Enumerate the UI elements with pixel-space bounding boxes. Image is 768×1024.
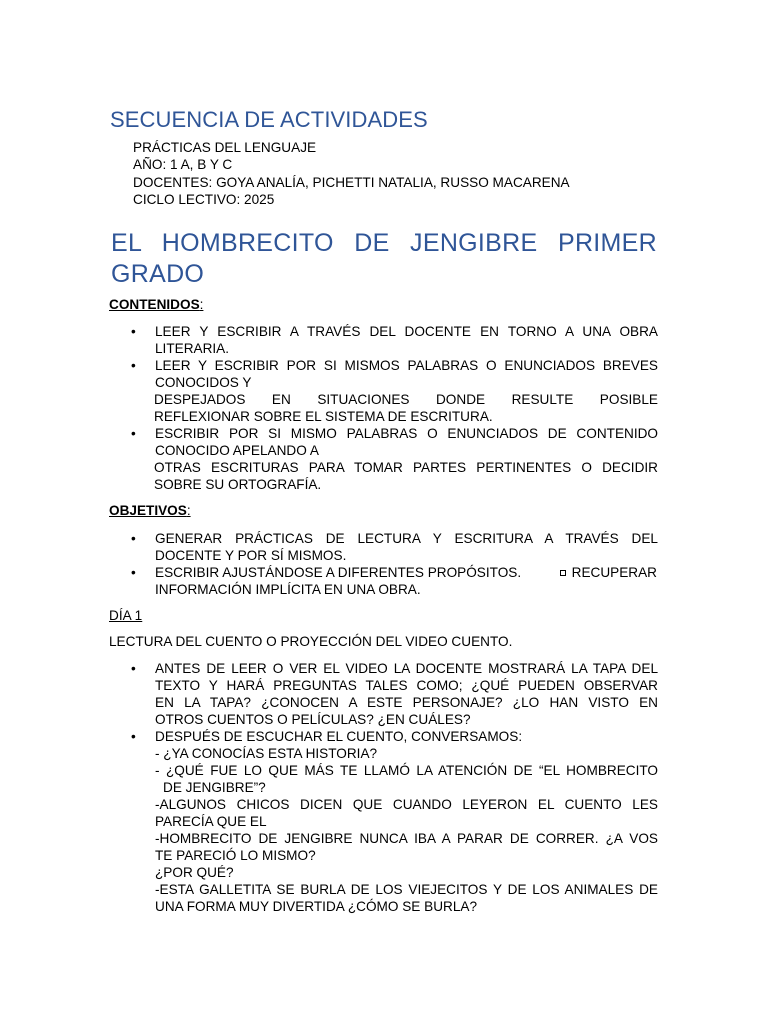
list-item: • GENERAR PRÁCTICAS DE LECTURA Y ESCRITURA A TRAVÉS DEL DOCENTE Y POR SÍ MISMOS. xyxy=(131,531,658,563)
bullet-icon: • xyxy=(131,531,136,546)
contenidos-list xyxy=(0,323,658,493)
list-item: • LEER Y ESCRIBIR A TRAVÉS DEL DOCENTE EN TORNO A UNA OBRA LITERARIA. xyxy=(131,324,658,356)
day-list xyxy=(0,660,658,915)
bullet-icon: • xyxy=(131,324,136,339)
bullet-icon: • xyxy=(131,661,136,676)
list-item: • LEER Y ESCRIBIR POR SI MISMOS PALABRAS O ENUNCIADOS BREVES CONOCIDOS Y DESPEJADOS EN SITUACIONES DONDE RESULTE POSIBLE REFLEXIONAR SOBRE EL SISTEMA DE ESCRITURA. xyxy=(131,358,658,424)
list-item: • ESCRIBIR AJUSTÁNDOSE A DIFERENTES PROPÓSITOS. RECUPERAR INFORMACIÓN IMPLÍCITA EN UNA OBRA. xyxy=(131,565,657,597)
objetivos-list xyxy=(0,530,658,598)
objetivos-heading: OBJETIVOS: xyxy=(109,503,191,518)
info-school-year: CICLO LECTIVO: 2025 xyxy=(133,191,275,207)
bullet-icon: • xyxy=(131,729,136,744)
course-info xyxy=(133,139,570,208)
info-year: AÑO: 1 A, B Y C xyxy=(133,157,233,173)
day-intro: LECTURA DEL CUENTO O PROYECCIÓN DEL VIDEO CUENTO. xyxy=(109,634,513,649)
contenidos-heading: CONTENIDOS: xyxy=(109,297,204,312)
day-label: DÍA 1 xyxy=(109,608,143,623)
bullet-icon: • xyxy=(131,358,136,373)
list-item: • DESPUÉS DE ESCUCHAR EL CUENTO, CONVERSAMOS: - ¿YA CONOCÍAS ESTA HISTORIA? - ¿QUÉ FUE LO QUE MÁS TE LLAMÓ LA ATENCIÓN DE “EL HOMBRECITO DE JENGIBRE”? -ALGUNOS CHICOS DICEN QUE CUANDO LEYERON EL CUENTO LES PARECÍA QUE EL -HOMBRECITO DE JENGIBRE NUNCA IBA A PARAR DE CORRER. ¿A VOS TE PARECIÓ LO MISMO? ¿POR QUÉ? -ESTA GALLETITA SE BURLA DE LOS VIEJECITOS Y DE LOS ANIMALES DE UNA FORMA MUY DIVERTIDA ¿CÓMO SE BURLA? xyxy=(131,729,658,914)
bullet-icon: • xyxy=(131,426,136,441)
bullet-icon: • xyxy=(131,565,136,580)
square-bullet-icon xyxy=(560,570,566,576)
list-item: • ESCRIBIR POR SI MISMO PALABRAS O ENUNCIADOS DE CONTENIDO CONOCIDO APELANDO A OTRAS ESCRITURAS PARA TOMAR PARTES PERTINENTES O DECIDIR SOBRE SU ORTOGRAFÍA. xyxy=(131,426,658,492)
info-teachers: DOCENTES: GOYA ANALÍA, PICHETTI NATALIA, RUSSO MACARENA xyxy=(133,174,570,190)
document-subtitle: EL HOMBRECITO DE JENGIBRE PRIMER GRADO xyxy=(111,229,657,288)
document-title: SECUENCIA DE ACTIVIDADES xyxy=(110,107,428,132)
info-subject: PRÁCTICAS DEL LENGUAJE xyxy=(133,140,317,155)
list-item: • ANTES DE LEER O VER EL VIDEO LA DOCENTE MOSTRARÁ LA TAPA DEL TEXTO Y HARÁ PREGUNTAS TALES COMO; ¿QUÉ PUEDEN OBSERVAR EN LA TAPA? ¿CONOCEN A ESTE PERSONAJE? ¿LO HAN VISTO EN OTROS CUENTOS O PELÍCULAS? ¿EN CUÁLES? xyxy=(131,661,658,727)
